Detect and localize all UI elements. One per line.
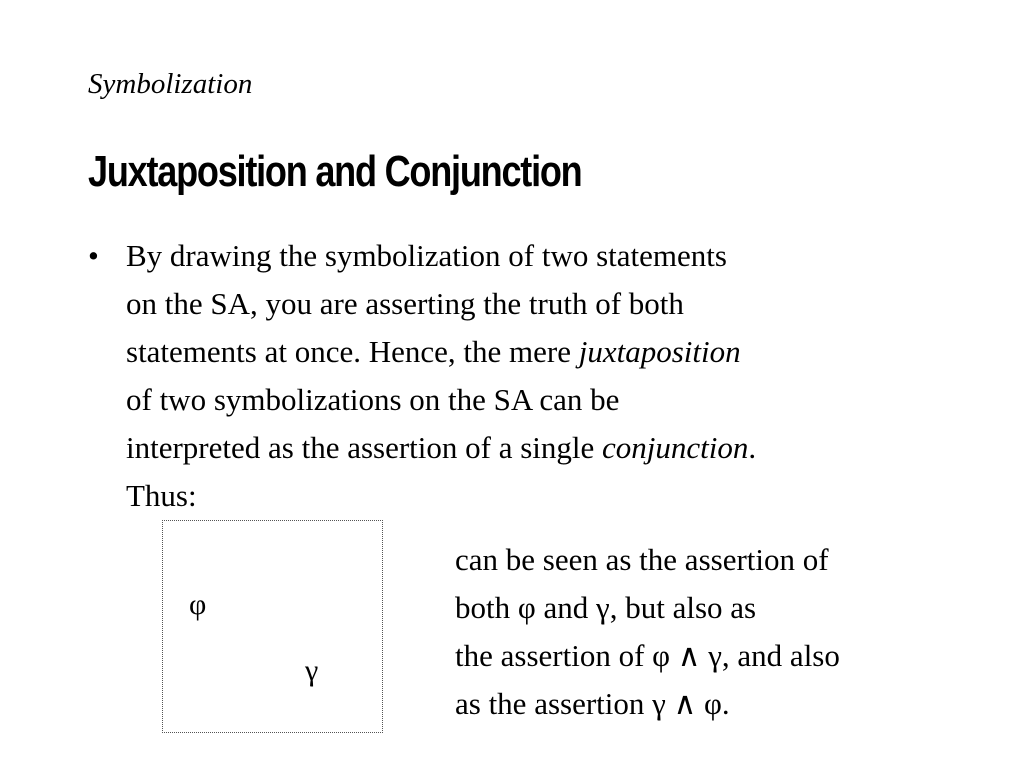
bullet-line-3-text: statements at once. Hence, the mere xyxy=(126,334,579,369)
gamma-symbol: γ xyxy=(305,654,319,687)
explanation-text xyxy=(455,536,995,728)
bullet-line-6: Thus: xyxy=(126,478,197,513)
bullet-marker: • xyxy=(88,238,99,273)
bullet-line-1: By drawing the symbolization of two statements xyxy=(126,238,727,273)
bullet-line-3 xyxy=(126,328,966,376)
bullet-line-5-text: interpreted as the assertion of a single xyxy=(126,430,603,465)
bullet-line-2: on the SA, you are asserting the truth of both xyxy=(126,286,684,321)
slide-title: Juxtaposition and Conjunction xyxy=(88,147,582,196)
explanation-line-4: as the assertion γ ∧ φ. xyxy=(455,686,730,721)
explanation-line-2: both φ and γ, but also as xyxy=(455,590,757,625)
sheet-of-assertion-box xyxy=(162,520,383,733)
juxtaposition-term: juxtaposition xyxy=(578,334,741,369)
section-label: Symbolization xyxy=(88,68,253,100)
bullet-line-4: of two symbolizations on the SA can be xyxy=(126,382,620,417)
explanation-line-1: can be seen as the assertion of xyxy=(455,542,829,577)
explanation-line-3: the assertion of φ ∧ γ, and also xyxy=(455,638,840,673)
bullet-line-5-tail: . xyxy=(748,430,757,465)
conjunction-term: conjunction xyxy=(602,430,749,465)
bullet-text xyxy=(126,232,966,520)
phi-symbol: φ xyxy=(189,588,207,621)
bullet-line-5 xyxy=(126,424,966,472)
